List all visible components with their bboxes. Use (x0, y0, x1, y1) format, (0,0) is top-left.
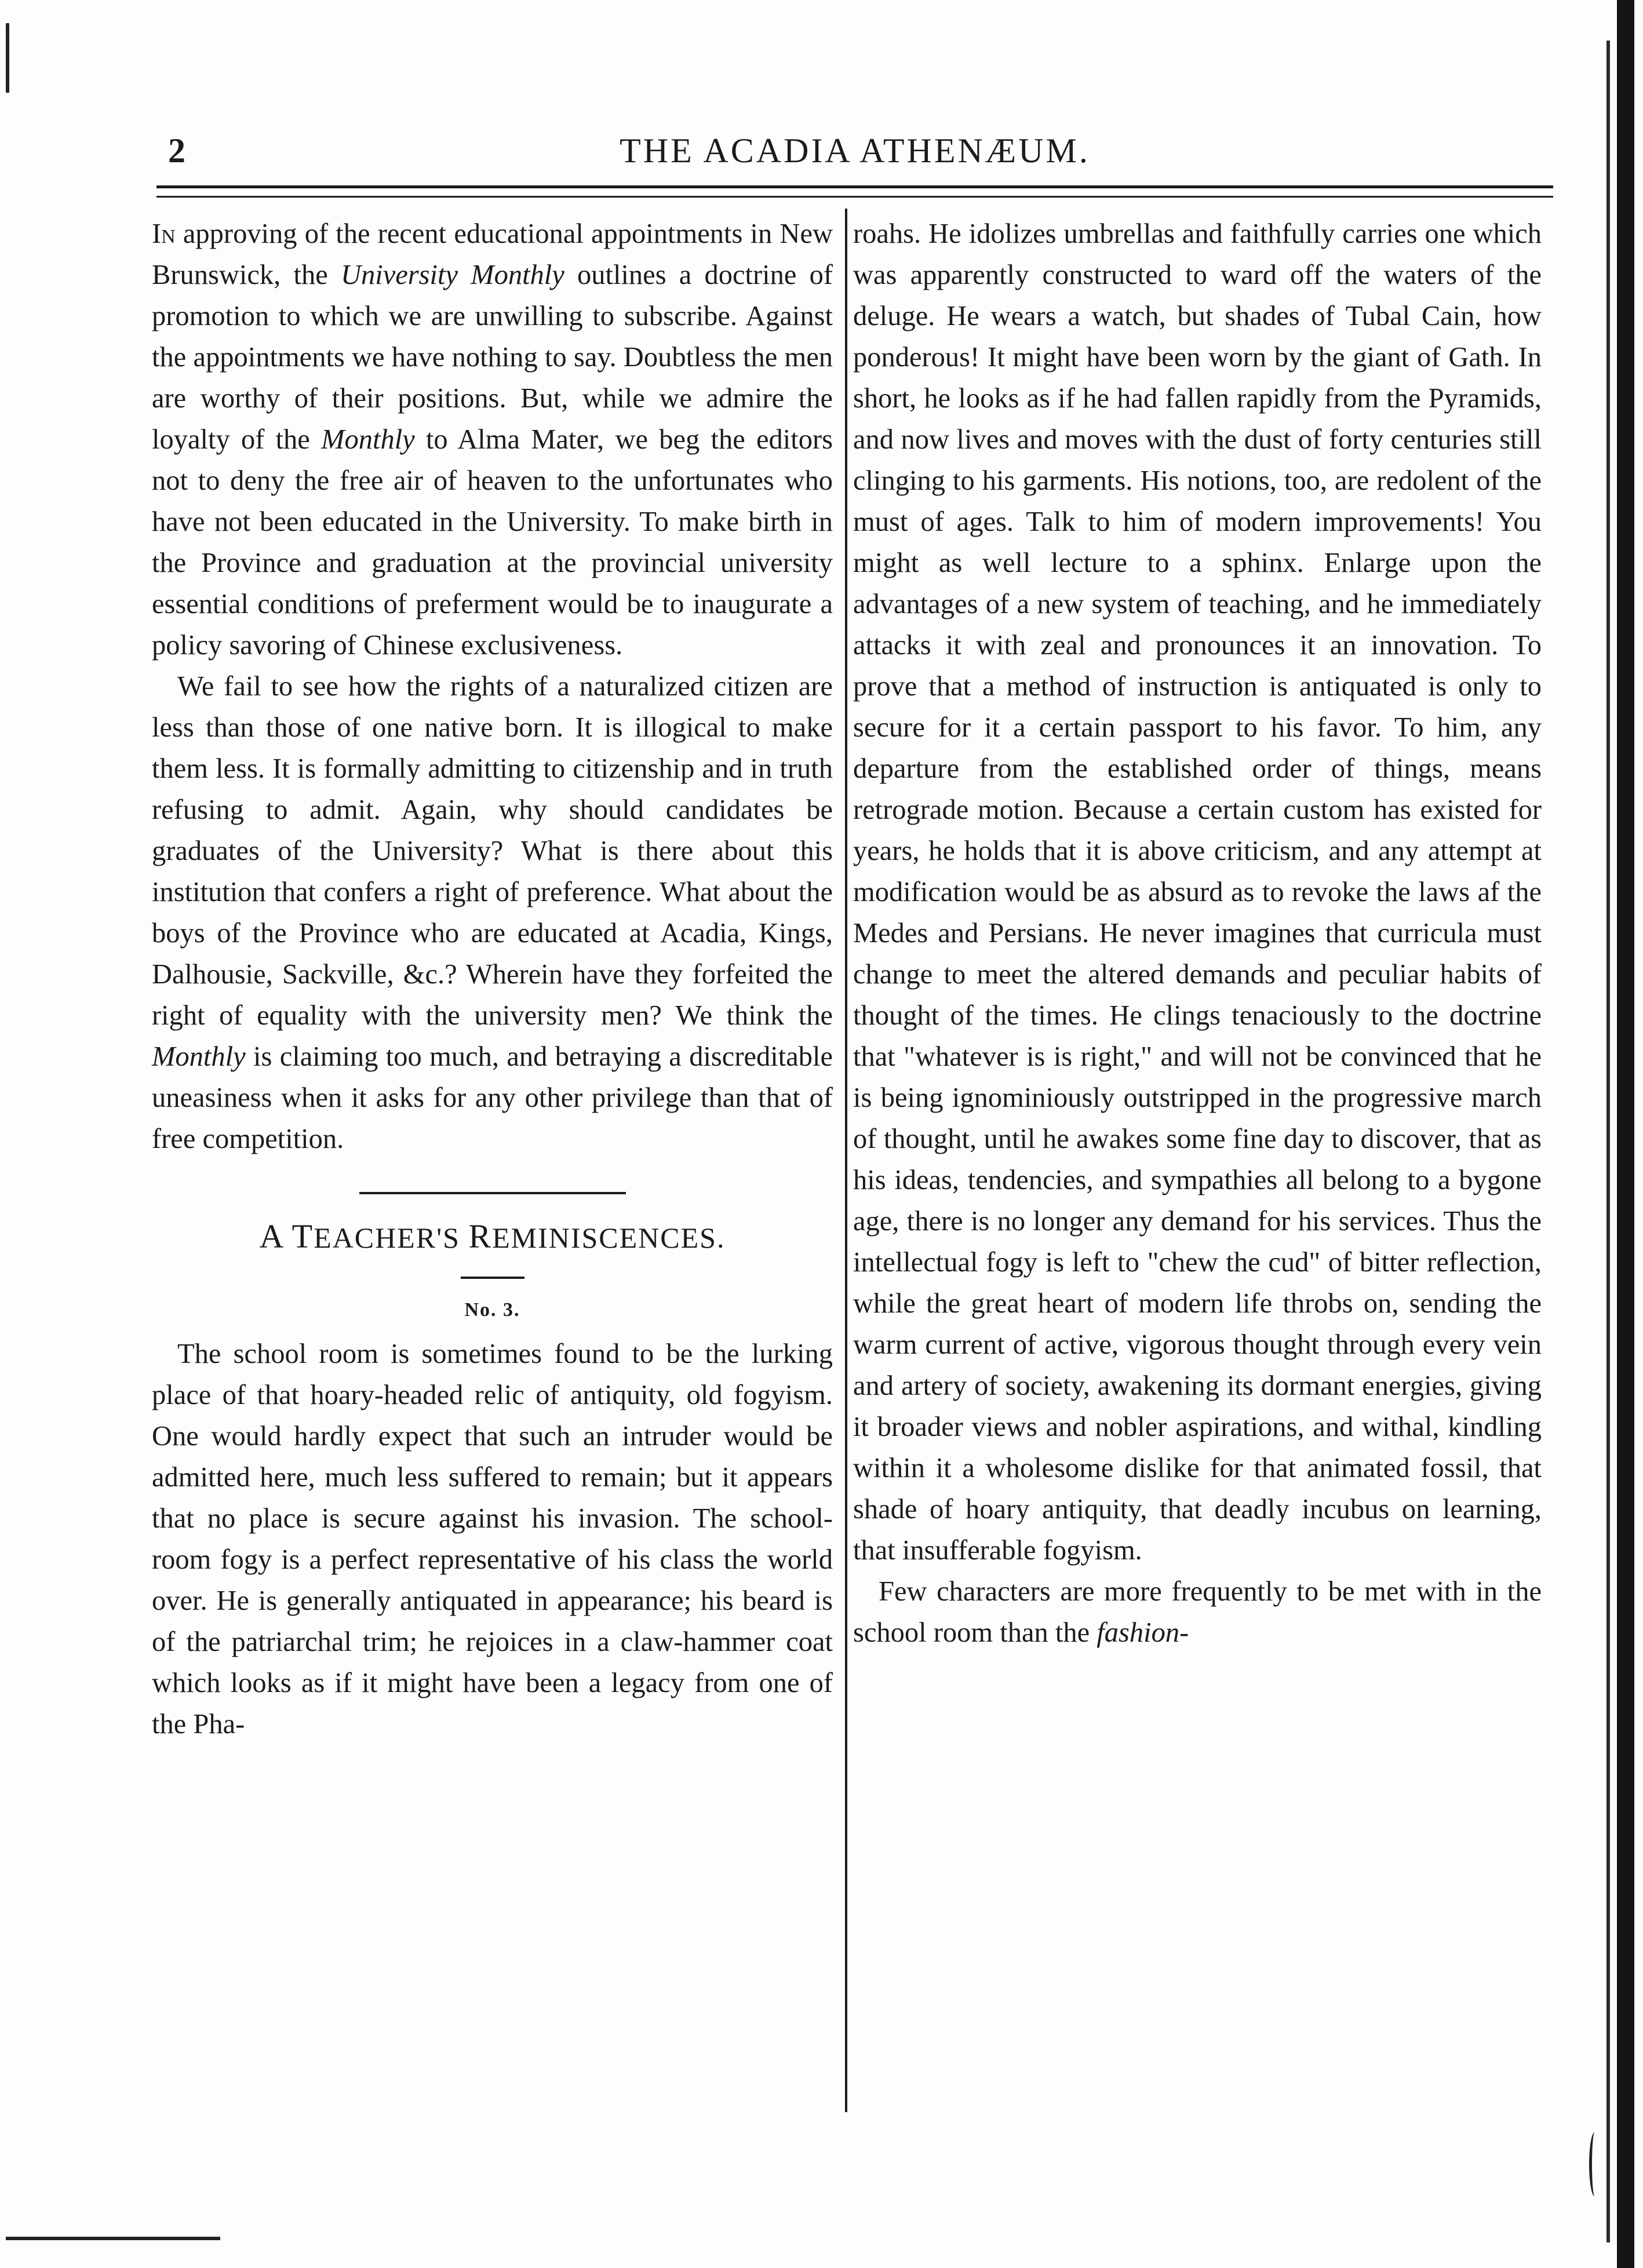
editorial-paragraph-1 (152, 213, 833, 666)
scan-edge-mark (6, 23, 9, 93)
header-rule (156, 185, 1553, 188)
editorial-text: We fail to see how the rights of a naturalized citizen are less than those of one native born. It is illogical to make them less. It is formally admitting to citizenship and in truth refusing to admit. Again, why should candidates be graduates of the University? What is there about this institution that confers a right of preference. What about the boys of the Province who are educated at Acadia, Kings, Dalhousie, Sackville, &c.? Wherein have they forfeited the right of equality with the university men? We think the (152, 671, 833, 1031)
article-number: No. 3. (464, 1299, 520, 1321)
editorial-text: outlines a doctrine of promotion to which we are unwilling to subscribe. Against the appointments we have nothing to say. Doubtless the men are worthy of their positions. But, while we admire the loyalty of the (152, 260, 833, 455)
lead-word: In (152, 218, 176, 249)
article-paragraph-2 (853, 1571, 1542, 1653)
article-paragraph-1: The school room is sometimes found to be the lurking place of that hoary-headed relic of antiquity, old fogyism. One would hardly expect that such an intruder would be admitted here, much less suffered to remain; but it appears that no place is secure against his invasion. The school-room fogy is a perfect representative of his class the world over. He is generally antiquated in appearance; his beard is of the patriarchal trim; he rejoices in a claw-hammer coat which looks as if it might have been a legacy from one of the Pha- (152, 1339, 833, 1740)
column-divider (845, 209, 847, 2112)
editorial-text: approving of the recent educational appointments in New Brunswick, the (152, 218, 833, 290)
scan-bottom-rule (6, 2237, 220, 2240)
scan-binding-edge (1617, 0, 1634, 2268)
editorial-text: to Alma Mater, we beg the editors not to deny the free air of heaven to the unfortunates who have not been educated in the University. To make birth in the Province and graduation at the provincial university essential conditions of preferment would be to inaugurate a policy savoring of Chinese exclusiveness. (152, 424, 833, 661)
article-title: A TEACHER'S REMINISCENCES. (259, 1217, 726, 1255)
editorial-text: is claiming too much, and betraying a discreditable uneasiness when it asks for any other privilege than that of free competition. (152, 1041, 833, 1154)
article-paragraph-continued: roahs. He idolizes umbrellas and faithfully carries one which was apparently constructed to ward off the waters of the deluge. He wears a watch, but shades of Tubal Cain, how ponderous! It might have been worn by the giant of Gath. In short, he looks as if he had fallen rapidly from the Pyramids, and now lives and moves with the dust of forty centuries still clinging to his garments. His notions, too, are redolent of the must of ages. Talk to him of modern improvements! You might as well lecture to a sphinx. Enlarge upon the advantages of a new system of teaching, and he immediately attacks it with zeal and pronounces it an innovation. To prove that a method of instruction is antiquated is only to secure for it a certain passport to his favor. To him, any departure from the established order of things, means retrograde motion. Because a certain custom has existed for years, he holds that it is above criticism, and any attempt at modification would be as absurd as to revoke the laws af the Medes and Persians. He never imagines that curricula must change to meet the altered demands and peculiar habits of thought of the times. He clings tenaciously to the doctrine that "whatever is is right," and will not be convinced that he is being ignominiously outstripped in the progressive march of thought, until he awakes some fine day to discover, that as his ideas, tendencies, and sympathies all belong to a bygone age, there is no longer any demand for his services. Thus the intellectual fogy is left to "chew the cud" of bitter reflection, while the great heart of modern life throbs on, sending the warm current of active, vigorous thought through every vein and artery of society, awakening its dormant energies, giving it broader views and nobler aspirations, and withal, kindling within it a wholesome dislike for that animated fossil, that shade of hoary antiquity, that deadly incubus on learning, that insufferable fogyism. (853, 218, 1542, 1566)
article-text-italic: fashion- (1096, 1617, 1189, 1648)
page-header (156, 127, 1553, 174)
article-text: Few characters are more frequently to be met with in the school room than the (853, 1576, 1542, 1648)
page-number: 2 (168, 132, 185, 170)
publication-name: Monthly (321, 424, 415, 455)
section-divider (359, 1192, 626, 1194)
header-rule-secondary (156, 196, 1553, 198)
title-underline (461, 1277, 524, 1279)
scan-edge-line (1606, 41, 1610, 2243)
publication-name: University Monthly (340, 260, 564, 290)
scan-stray-mark (1589, 2132, 1600, 2196)
publication-name: Monthly (152, 1041, 246, 1072)
running-title: THE ACADIA ATHENÆUM. (620, 132, 1090, 170)
left-column (152, 213, 833, 1745)
editorial-paragraph-2 (152, 666, 833, 1159)
right-column (853, 213, 1542, 1653)
